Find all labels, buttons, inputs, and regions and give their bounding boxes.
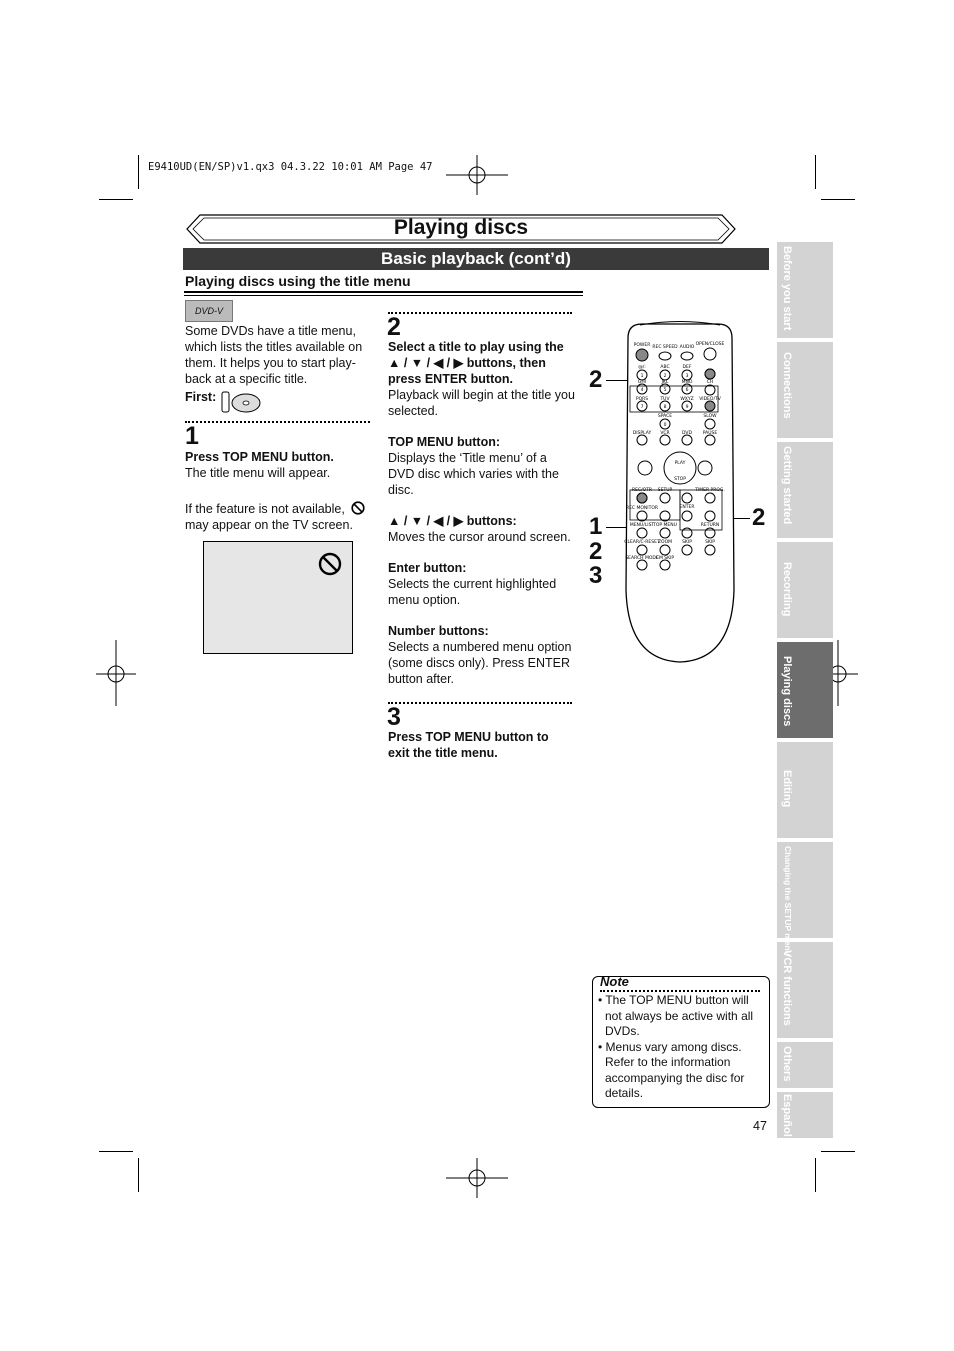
step-divider <box>185 421 370 423</box>
step-instruction: press ENTER button. <box>388 372 514 386</box>
intro-text <box>185 323 370 387</box>
step-instruction: Press TOP MENU button to <box>388 730 549 744</box>
note-item: • Menus vary among discs. <box>598 1039 742 1054</box>
callout-number: 2 <box>752 504 766 531</box>
prohibited-icon <box>351 501 365 515</box>
step-divider <box>388 702 572 704</box>
remote-key-label: WXYZ <box>680 397 694 402</box>
callout-number: 3 <box>589 562 603 589</box>
remote-key-number: 9 <box>685 405 689 410</box>
tab-label: Before you start <box>781 246 793 331</box>
prohibited-icon <box>318 552 342 576</box>
remote-key-number: 4 <box>640 388 644 393</box>
registration-mark-bottom <box>446 1158 508 1198</box>
step-number: 2 <box>387 313 401 341</box>
first-label: First: <box>185 390 217 404</box>
remote-key-label: CH <box>706 380 714 385</box>
remote-key-label: CM SKIP <box>655 556 675 561</box>
step-instruction: Select a title to play using the <box>388 340 564 354</box>
text-line: back at a specific title. <box>185 372 308 386</box>
divider <box>184 295 583 296</box>
remote-key-label: PAUSE <box>702 431 718 436</box>
note-item: details. <box>605 1086 644 1100</box>
remote-key-label: MENU/LIST <box>629 523 655 528</box>
step-number: 1 <box>185 422 199 450</box>
crop-mark <box>138 155 139 189</box>
remote-key-label: SKIP <box>705 540 715 545</box>
note-divider <box>600 990 760 992</box>
remote-key-label: SKIP <box>682 540 692 545</box>
term-label: Number buttons: <box>388 624 489 638</box>
step-instruction: exit the title menu. <box>388 746 498 760</box>
step2-text <box>388 339 578 687</box>
remote-key-label: TIMER PROG. <box>695 488 725 493</box>
remote-key-label: @/: <box>638 365 646 370</box>
remote-key-label: AUDIO <box>679 345 695 350</box>
callout-number: 2 <box>589 538 603 565</box>
remote-key-label: DVD <box>682 431 692 436</box>
note-item: Refer to the information <box>605 1055 731 1069</box>
remote-key-label: OPEN/CLOSE <box>695 342 725 347</box>
tab-label: Playing discs <box>781 656 793 727</box>
page-number: 47 <box>753 1119 767 1133</box>
text-line: If the feature is not available, <box>185 502 345 516</box>
note-body <box>598 993 766 1102</box>
text-line: button after. <box>388 672 455 686</box>
remote-key-number: 0 <box>663 423 667 428</box>
remote-control <box>620 320 740 665</box>
term-label: ▲ / ▼ / ◀ / ▶ buttons: <box>388 514 517 528</box>
remote-key-label: REC/OTR <box>631 488 653 493</box>
note-title: Note <box>600 974 629 989</box>
crop-mark <box>821 199 855 200</box>
remote-key-label: ABC <box>660 365 670 370</box>
remote-key-label: SETUP <box>657 488 673 493</box>
remote-key-label: ZOOM <box>657 540 673 545</box>
disc-icon <box>220 390 262 414</box>
remote-key-label: SPACE <box>657 414 673 419</box>
tab-label: Connections <box>781 352 793 419</box>
text-line: disc. <box>388 483 414 497</box>
tab-label: Editing <box>781 770 793 808</box>
tab-label: Changing the SETUP menu <box>783 846 793 956</box>
text-line: menu option. <box>388 593 461 607</box>
step-instruction: ▲ / ▼ / ◀ / ▶ buttons, then <box>388 356 546 370</box>
crop-mark <box>99 1151 133 1152</box>
note-item: accompanying the disc for <box>605 1070 745 1085</box>
step-instruction: Press TOP MENU button. <box>185 450 334 464</box>
remote-key-label: REC MONITOR <box>625 506 659 511</box>
remote-key-number: 3 <box>685 374 689 379</box>
note-item: not always be active with all <box>605 1008 754 1023</box>
remote-key-label: ENTER <box>679 505 695 510</box>
text-line: Selects the current highlighted <box>388 577 557 591</box>
remote-key-number: 7 <box>640 405 644 410</box>
text-line: them. It helps you to start play- <box>185 356 356 370</box>
remote-key-label: TUV <box>660 397 670 402</box>
remote-key-number: 6 <box>685 388 689 393</box>
crop-mark <box>815 1158 816 1192</box>
text-line: (some discs only). Press ENTER <box>388 656 570 670</box>
remote-key-label: VCR <box>660 431 670 436</box>
remote-key-label: GHI <box>637 380 647 385</box>
remote-key-label: PLAY <box>674 461 686 466</box>
remote-key-number: 2 <box>663 374 667 379</box>
term-label: TOP MENU button: <box>388 435 501 449</box>
remote-key-number: 1 <box>640 374 644 379</box>
term-label: Enter button: <box>388 561 467 575</box>
tab-label: Getting started <box>781 446 793 525</box>
callout-number: 2 <box>589 366 603 393</box>
remote-key-label: CLEAR/C-RESET <box>624 540 660 545</box>
tab-label: Others <box>781 1046 793 1082</box>
registration-mark-left <box>96 640 136 706</box>
remote-key-label: POWER <box>633 343 651 348</box>
remote-key-label: STOP <box>674 477 686 482</box>
remote-key-label: SEARCH MODE <box>625 556 659 561</box>
remote-key-label: DEF <box>682 365 692 370</box>
tab-label: VCR functions <box>781 950 793 1026</box>
callout-number: 1 <box>589 513 603 540</box>
text-line: Playback will begin at the title you <box>388 388 575 402</box>
crop-mark <box>815 155 816 189</box>
step1-text <box>185 449 370 481</box>
remote-key-label: DISPLAY <box>632 431 652 436</box>
remote-key-number: 8 <box>663 405 667 410</box>
print-header: E9410UD(EN/SP)v1.qx3 04.3.22 10:01 AM Page 47 <box>148 161 433 173</box>
text-line: selected. <box>388 404 439 418</box>
registration-mark-top <box>446 155 508 195</box>
remote-key-label: RETURN <box>700 523 720 528</box>
dvd-badge: DVD-V <box>185 300 233 322</box>
text-line: Some DVDs have a title menu, <box>185 324 356 338</box>
remote-key-label: VIDEO/TV <box>699 397 721 402</box>
text-line: may appear on the TV screen. <box>185 518 353 532</box>
crop-mark <box>821 1151 855 1152</box>
text-line: DVD disc which varies with the <box>388 467 559 481</box>
text-line: which lists the titles available on <box>185 340 363 354</box>
text-line: Moves the cursor around screen. <box>388 530 571 544</box>
step-number: 3 <box>387 703 401 731</box>
remote-key-label: JKL <box>661 380 669 385</box>
remote-key-number: 5 <box>663 388 667 393</box>
subheading: Playing discs using the title menu <box>185 273 411 289</box>
remote-key-label: TOP MENU <box>653 523 677 528</box>
tab-label: Recording <box>781 562 793 617</box>
remote-key-label: SLOW <box>703 414 717 419</box>
section-title: Basic playback (cont’d) <box>183 248 769 270</box>
remote-key-label: PQRS <box>635 397 649 402</box>
remote-key-label: MNO <box>681 380 693 385</box>
text-line: Displays the ‘Title menu’ of a <box>388 451 547 465</box>
tv-screen <box>203 541 353 654</box>
tab-label: Español <box>781 1094 793 1137</box>
remote-key-label: REC SPEED <box>652 345 678 350</box>
note-item: • The TOP MENU button will <box>598 993 749 1007</box>
step1-note <box>185 501 370 533</box>
text-line: The title menu will appear. <box>185 466 331 480</box>
text-line: Selects a numbered menu option <box>388 640 572 654</box>
divider <box>184 291 583 293</box>
step-divider <box>388 312 572 314</box>
crop-mark <box>99 199 133 200</box>
note-item: DVDs. <box>605 1024 640 1038</box>
step3-text <box>388 729 578 761</box>
page-title: Playing discs <box>393 216 529 239</box>
crop-mark <box>138 1158 139 1192</box>
